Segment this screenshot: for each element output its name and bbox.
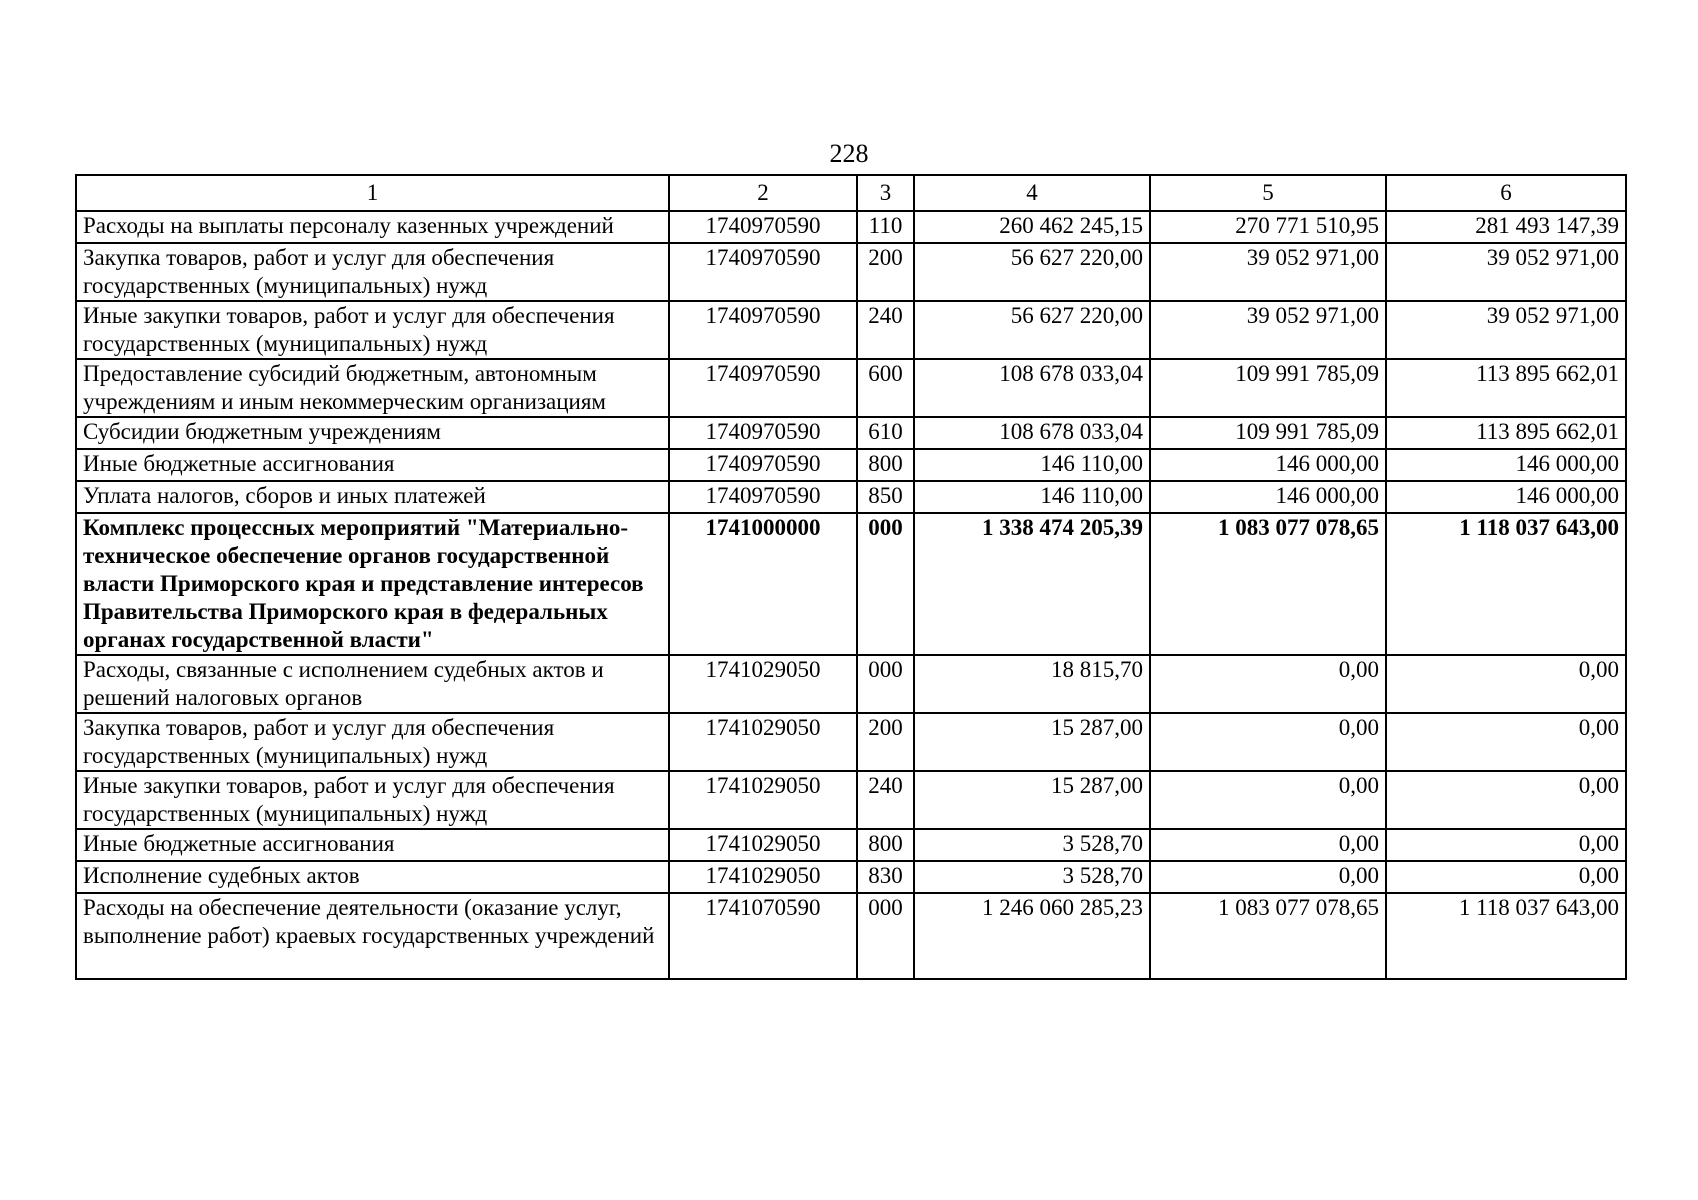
row-code-cell: 1741029050: [669, 655, 857, 713]
column-header-4: 4: [914, 175, 1150, 211]
row-code-cell: 1740970590: [669, 449, 857, 481]
row-name-cell: Субсидии бюджетным учреждениям: [76, 417, 669, 449]
column-header-5: 5: [1150, 175, 1386, 211]
row-code-cell: 1740970590: [669, 359, 857, 417]
header-row: [76, 175, 1626, 211]
row-amount-col5-cell: 0,00: [1150, 713, 1386, 771]
row-amount-col5-cell: 1 083 077 078,65: [1150, 893, 1386, 979]
column-header-3: 3: [857, 175, 914, 211]
table-row: [76, 513, 1626, 655]
row-amount-col5-cell: 1 083 077 078,65: [1150, 513, 1386, 655]
table-row: [76, 211, 1626, 243]
table-row: [76, 449, 1626, 481]
row-type-cell: 610: [857, 417, 914, 449]
row-name-cell: Иные бюджетные ассигнования: [76, 449, 669, 481]
column-header-2: 2: [669, 175, 857, 211]
row-amount-col4-cell: 3 528,70: [914, 829, 1150, 861]
row-code-cell: 1741029050: [669, 829, 857, 861]
row-amount-col4-cell: 108 678 033,04: [914, 359, 1150, 417]
page-number: 228: [829, 139, 869, 168]
row-amount-col6-cell: 1 118 037 643,00: [1386, 893, 1626, 979]
row-type-cell: 110: [857, 211, 914, 243]
row-amount-col4-cell: 18 815,70: [914, 655, 1150, 713]
row-name-cell: Уплата налогов, сборов и иных платежей: [76, 481, 669, 513]
row-code-cell: 1741070590: [669, 893, 857, 979]
row-type-cell: 240: [857, 301, 914, 359]
row-amount-col4-cell: 3 528,70: [914, 861, 1150, 893]
row-amount-col6-cell: 113 895 662,01: [1386, 417, 1626, 449]
table-row: [76, 771, 1626, 829]
row-amount-col5-cell: 0,00: [1150, 655, 1386, 713]
row-type-cell: 800: [857, 449, 914, 481]
row-amount-col6-cell: 39 052 971,00: [1386, 301, 1626, 359]
row-amount-col5-cell: 270 771 510,95: [1150, 211, 1386, 243]
row-name-cell: Расходы на выплаты персоналу казенных учреждений: [76, 211, 669, 243]
row-name-cell: Закупка товаров, работ и услуг для обеспечения государственных (муниципальных) нужд: [76, 243, 669, 301]
row-amount-col4-cell: 146 110,00: [914, 449, 1150, 481]
table-row: [76, 417, 1626, 449]
row-amount-col4-cell: 260 462 245,15: [914, 211, 1150, 243]
row-amount-col4-cell: 56 627 220,00: [914, 301, 1150, 359]
row-code-cell: 1741000000: [669, 513, 857, 655]
row-code-cell: 1741029050: [669, 771, 857, 829]
row-type-cell: 000: [857, 513, 914, 655]
row-name-cell: Иные бюджетные ассигнования: [76, 829, 669, 861]
row-type-cell: 000: [857, 893, 914, 979]
row-amount-col6-cell: 0,00: [1386, 861, 1626, 893]
row-amount-col6-cell: 146 000,00: [1386, 481, 1626, 513]
row-type-cell: 800: [857, 829, 914, 861]
row-type-cell: 600: [857, 359, 914, 417]
row-type-cell: 850: [857, 481, 914, 513]
row-amount-col6-cell: 1 118 037 643,00: [1386, 513, 1626, 655]
column-header-1: 1: [76, 175, 669, 211]
row-amount-col6-cell: 146 000,00: [1386, 449, 1626, 481]
table-body: [76, 211, 1626, 979]
row-amount-col4-cell: 15 287,00: [914, 713, 1150, 771]
row-type-cell: 830: [857, 861, 914, 893]
row-name-cell: Иные закупки товаров, работ и услуг для обеспечения государственных (муниципальных) нужд: [76, 771, 669, 829]
row-amount-col5-cell: 39 052 971,00: [1150, 301, 1386, 359]
row-amount-col6-cell: 281 493 147,39: [1386, 211, 1626, 243]
row-amount-col6-cell: 0,00: [1386, 713, 1626, 771]
row-amount-col4-cell: 56 627 220,00: [914, 243, 1150, 301]
row-amount-col4-cell: 108 678 033,04: [914, 417, 1150, 449]
row-code-cell: 1740970590: [669, 301, 857, 359]
row-amount-col6-cell: 0,00: [1386, 655, 1626, 713]
table-row: [76, 713, 1626, 771]
row-type-cell: 200: [857, 713, 914, 771]
row-amount-col5-cell: 0,00: [1150, 829, 1386, 861]
row-name-cell: Комплекс процессных мероприятий "Материально-техническое обеспечение органов государственной власти Приморского края и представление интересов Правительства Приморского края в федеральных органах государственной власти": [76, 513, 669, 655]
row-name-cell: Закупка товаров, работ и услуг для обеспечения государственных (муниципальных) нужд: [76, 713, 669, 771]
row-amount-col6-cell: 39 052 971,00: [1386, 243, 1626, 301]
row-name-cell: Иные закупки товаров, работ и услуг для обеспечения государственных (муниципальных) нужд: [76, 301, 669, 359]
row-amount-col4-cell: 146 110,00: [914, 481, 1150, 513]
table-row: [76, 301, 1626, 359]
row-name-cell: Исполнение судебных актов: [76, 861, 669, 893]
row-code-cell: 1741029050: [669, 861, 857, 893]
row-name-cell: Предоставление субсидий бюджетным, автономным учреждениям и иным некоммерческим организациям: [76, 359, 669, 417]
table-row: [76, 829, 1626, 861]
table-row: [76, 893, 1626, 979]
row-amount-col4-cell: 1 246 060 285,23: [914, 893, 1150, 979]
row-amount-col6-cell: 0,00: [1386, 829, 1626, 861]
budget-table: [75, 174, 1627, 980]
row-amount-col6-cell: 113 895 662,01: [1386, 359, 1626, 417]
row-amount-col4-cell: 1 338 474 205,39: [914, 513, 1150, 655]
row-code-cell: 1740970590: [669, 481, 857, 513]
row-code-cell: 1740970590: [669, 417, 857, 449]
table-row: [76, 243, 1626, 301]
row-amount-col4-cell: 15 287,00: [914, 771, 1150, 829]
row-name-cell: Расходы, связанные с исполнением судебных актов и решений налоговых органов: [76, 655, 669, 713]
table-row: [76, 655, 1626, 713]
table-row: [76, 359, 1626, 417]
row-type-cell: 240: [857, 771, 914, 829]
table-row: [76, 481, 1626, 513]
column-header-6: 6: [1386, 175, 1626, 211]
row-type-cell: 200: [857, 243, 914, 301]
row-amount-col5-cell: 39 052 971,00: [1150, 243, 1386, 301]
row-name-cell: Расходы на обеспечение деятельности (оказание услуг, выполнение работ) краевых государственных учреждений: [76, 893, 669, 979]
row-code-cell: 1740970590: [669, 211, 857, 243]
row-type-cell: 000: [857, 655, 914, 713]
table-row: [76, 861, 1626, 893]
row-amount-col5-cell: 146 000,00: [1150, 481, 1386, 513]
row-amount-col5-cell: 109 991 785,09: [1150, 417, 1386, 449]
row-amount-col5-cell: 146 000,00: [1150, 449, 1386, 481]
row-code-cell: 1740970590: [669, 243, 857, 301]
row-amount-col5-cell: 109 991 785,09: [1150, 359, 1386, 417]
row-amount-col5-cell: 0,00: [1150, 861, 1386, 893]
row-amount-col6-cell: 0,00: [1386, 771, 1626, 829]
row-code-cell: 1741029050: [669, 713, 857, 771]
row-amount-col5-cell: 0,00: [1150, 771, 1386, 829]
